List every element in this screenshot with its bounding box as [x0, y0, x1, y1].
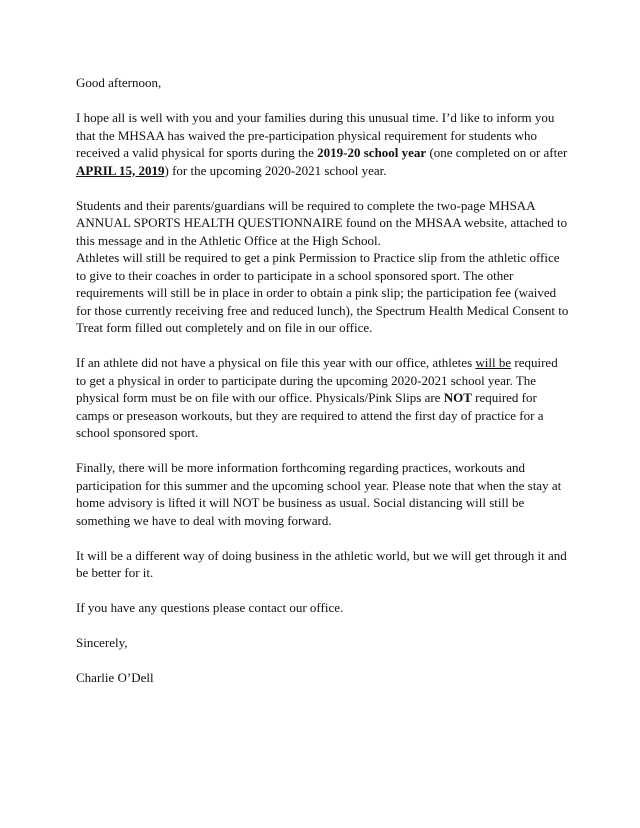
p1-school-year: 2019-20 school year	[317, 145, 427, 160]
greeting: Good afternoon,	[76, 75, 162, 90]
letter-body	[76, 74, 570, 704]
closing: Sincerely,	[76, 635, 128, 650]
p4-text-e: required for camps or preseason workouts, but they are required to attend the first day of practice for a school sponsored sport.	[76, 390, 544, 440]
p4-text-c: required to get a physical in order to participate during the upcoming 2020-2021 school year. The physical form must be on file with our office. Physicals/Pink Slips are	[76, 355, 558, 405]
p1-text-a: I hope all is well with you and your families during this unusual time. I’d like to inform you that the MHSAA has waived the pre-participation physical requirement for students who received a valid physical for sports during the	[76, 110, 555, 160]
paragraph-no-physical	[76, 354, 570, 442]
paragraph-pink-slip: Athletes will still be required to get a pink Permission to Practice slip from the athletic office to give to their coaches in order to participate in a school sponsored sport. The other requirements will still be in place in order to obtain a pink slip; the participation fee (waived for those currently receiving free and reduced lunch), the Spectrum Health Medical Consent to Treat form filled out completely and on file in our office.	[76, 250, 569, 335]
paragraph-physical-waiver	[76, 109, 570, 179]
paragraph-questionnaire: Students and their parents/guardians will be required to complete the two-page MHSAA ANNUAL SPORTS HEALTH QUESTIONNAIRE found on the MHSAA website, attached to this message and in the Athletic Office at the High School.	[76, 197, 568, 248]
paragraph-contact: If you have any questions please contact our office.	[76, 600, 344, 615]
signature: Charlie O’Dell	[76, 670, 154, 685]
paragraph-more-info: Finally, there will be more information forthcoming regarding practices, workouts and participation for this summer and the upcoming school year. Please note that when the stay at home advisory is lifted it will NOT be business as usual. Social distancing will still be something we have to deal with moving forward.	[76, 460, 562, 528]
paragraph-different-way: It will be a different way of doing business in the athletic world, but we will get through it and be better for it.	[76, 547, 567, 580]
p4-not: NOT	[443, 390, 472, 405]
p4-text-a: If an athlete did not have a physical on file this year with our office, athletes	[76, 355, 476, 370]
p1-text-e: ) for the upcoming 2020-2021 school year.	[164, 162, 387, 178]
p1-cutoff-date: APRIL 15, 2019	[76, 162, 165, 178]
p1-text-c: (one completed on or after	[426, 145, 568, 160]
p4-will-be: will be	[475, 355, 512, 370]
